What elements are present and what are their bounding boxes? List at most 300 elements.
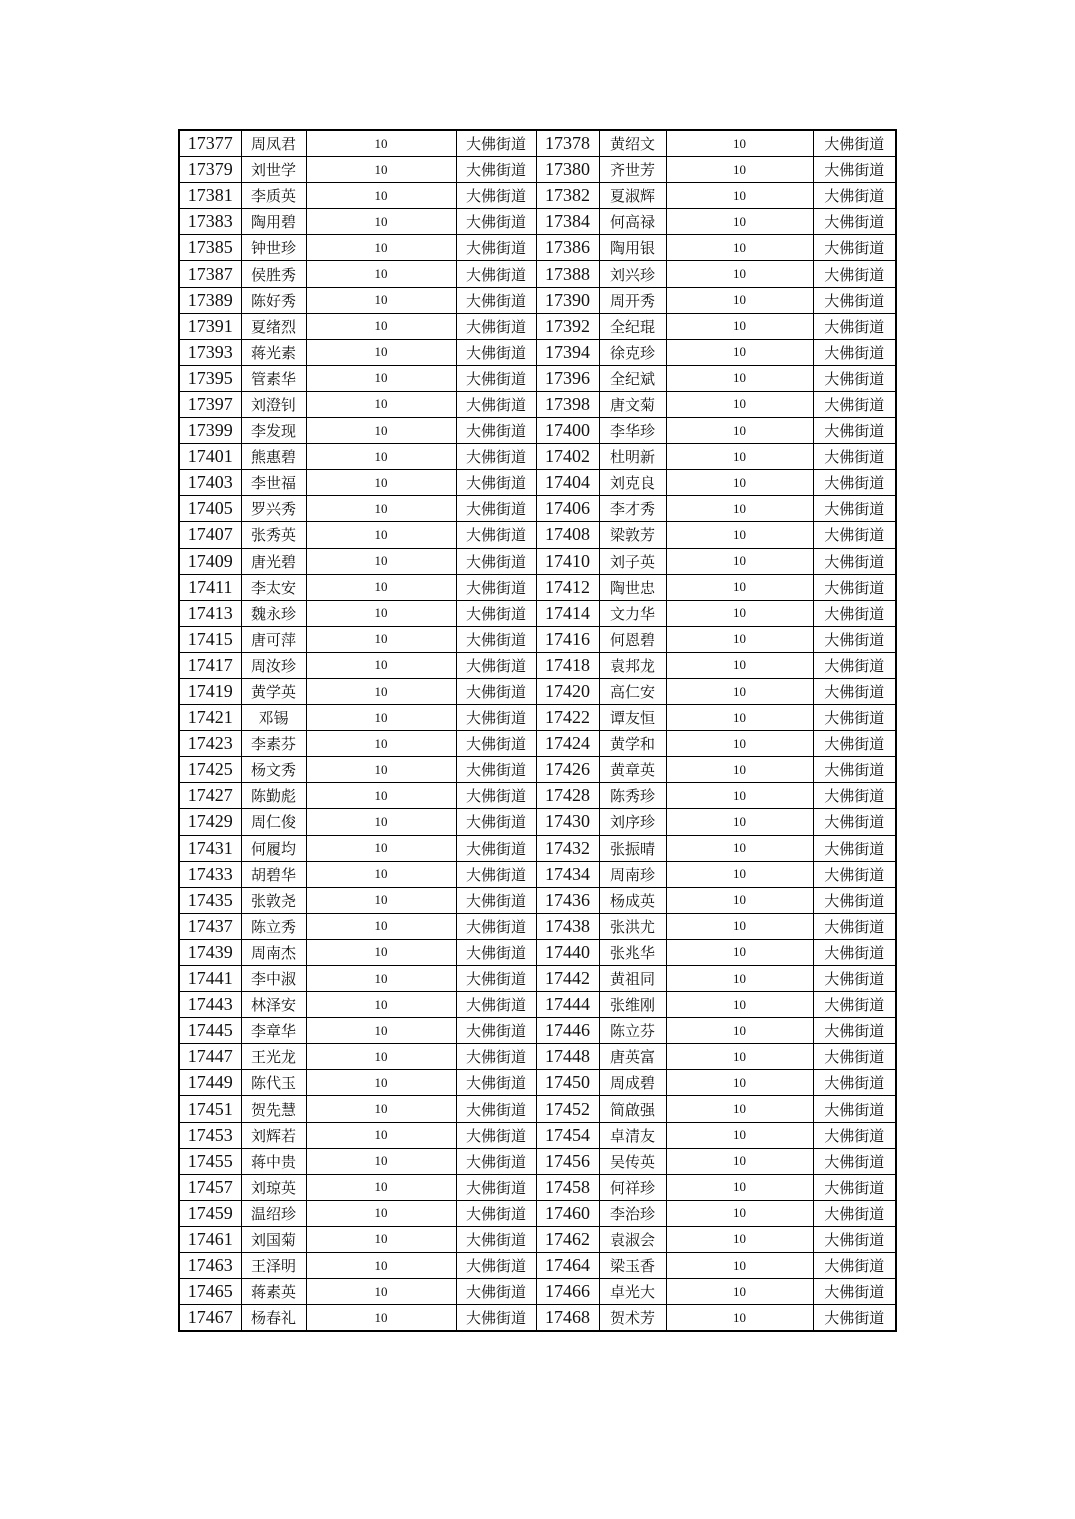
- table-row: [179, 339, 896, 365]
- record-id-cell: 17450: [536, 1070, 599, 1096]
- street-name-cell: 大佛街道: [456, 339, 536, 365]
- amount-cell: 10: [306, 1226, 456, 1252]
- person-name-cell: 刘子英: [599, 548, 666, 574]
- street-name-cell: 大佛街道: [813, 913, 896, 939]
- amount-cell: 10: [306, 574, 456, 600]
- street-name-cell: 大佛街道: [456, 678, 536, 704]
- street-name-cell: 大佛街道: [813, 1253, 896, 1279]
- person-name-cell: 黄学和: [599, 731, 666, 757]
- amount-cell: 10: [666, 913, 813, 939]
- table-row: [179, 835, 896, 861]
- person-name-cell: 陈立秀: [241, 913, 306, 939]
- record-id-cell: 17408: [536, 522, 599, 548]
- record-id-cell: 17461: [179, 1226, 241, 1252]
- street-name-cell: 大佛街道: [456, 705, 536, 731]
- record-id-cell: 17433: [179, 861, 241, 887]
- table-row: [179, 1253, 896, 1279]
- table-row: [179, 470, 896, 496]
- person-name-cell: 陈立芬: [599, 1018, 666, 1044]
- amount-cell: 10: [666, 339, 813, 365]
- street-name-cell: 大佛街道: [456, 496, 536, 522]
- person-name-cell: 周南珍: [599, 861, 666, 887]
- street-name-cell: 大佛街道: [813, 313, 896, 339]
- record-id-cell: 17432: [536, 835, 599, 861]
- street-name-cell: 大佛街道: [813, 652, 896, 678]
- amount-cell: 10: [306, 1253, 456, 1279]
- record-id-cell: 17387: [179, 261, 241, 287]
- amount-cell: 10: [306, 444, 456, 470]
- table-row: [179, 887, 896, 913]
- person-name-cell: 刘兴珍: [599, 261, 666, 287]
- person-name-cell: 贺先慧: [241, 1096, 306, 1122]
- amount-cell: 10: [306, 391, 456, 417]
- amount-cell: 10: [666, 600, 813, 626]
- record-id-cell: 17468: [536, 1305, 599, 1332]
- person-name-cell: 蒋光素: [241, 339, 306, 365]
- amount-cell: 10: [666, 1226, 813, 1252]
- person-name-cell: 周成碧: [599, 1070, 666, 1096]
- table-row: [179, 966, 896, 992]
- record-id-cell: 17400: [536, 418, 599, 444]
- roster-table: [178, 129, 897, 1332]
- street-name-cell: 大佛街道: [813, 1070, 896, 1096]
- amount-cell: 10: [306, 626, 456, 652]
- table-row: [179, 861, 896, 887]
- person-name-cell: 熊惠碧: [241, 444, 306, 470]
- street-name-cell: 大佛街道: [813, 548, 896, 574]
- person-name-cell: 刘克良: [599, 470, 666, 496]
- street-name-cell: 大佛街道: [813, 626, 896, 652]
- record-id-cell: 17447: [179, 1044, 241, 1070]
- table-row: [179, 261, 896, 287]
- person-name-cell: 何祥珍: [599, 1174, 666, 1200]
- amount-cell: 10: [666, 365, 813, 391]
- record-id-cell: 17455: [179, 1148, 241, 1174]
- street-name-cell: 大佛街道: [813, 835, 896, 861]
- person-name-cell: 张振晴: [599, 835, 666, 861]
- person-name-cell: 唐文菊: [599, 391, 666, 417]
- person-name-cell: 邓锡: [241, 705, 306, 731]
- amount-cell: 10: [306, 1174, 456, 1200]
- street-name-cell: 大佛街道: [813, 157, 896, 183]
- record-id-cell: 17411: [179, 574, 241, 600]
- record-id-cell: 17410: [536, 548, 599, 574]
- amount-cell: 10: [666, 209, 813, 235]
- person-name-cell: 简啟强: [599, 1096, 666, 1122]
- person-name-cell: 李世福: [241, 470, 306, 496]
- amount-cell: 10: [306, 652, 456, 678]
- street-name-cell: 大佛街道: [813, 1174, 896, 1200]
- street-name-cell: 大佛街道: [813, 966, 896, 992]
- record-id-cell: 17427: [179, 783, 241, 809]
- table-row: [179, 1122, 896, 1148]
- amount-cell: 10: [666, 444, 813, 470]
- street-name-cell: 大佛街道: [456, 835, 536, 861]
- amount-cell: 10: [306, 835, 456, 861]
- table-row: [179, 209, 896, 235]
- street-name-cell: 大佛街道: [456, 992, 536, 1018]
- street-name-cell: 大佛街道: [813, 287, 896, 313]
- street-name-cell: 大佛街道: [456, 209, 536, 235]
- person-name-cell: 魏永珍: [241, 600, 306, 626]
- amount-cell: 10: [666, 1148, 813, 1174]
- person-name-cell: 李发现: [241, 418, 306, 444]
- street-name-cell: 大佛街道: [813, 1200, 896, 1226]
- street-name-cell: 大佛街道: [456, 470, 536, 496]
- person-name-cell: 林泽安: [241, 992, 306, 1018]
- street-name-cell: 大佛街道: [456, 183, 536, 209]
- record-id-cell: 17449: [179, 1070, 241, 1096]
- record-id-cell: 17390: [536, 287, 599, 313]
- street-name-cell: 大佛街道: [456, 913, 536, 939]
- amount-cell: 10: [666, 1174, 813, 1200]
- amount-cell: 10: [666, 548, 813, 574]
- street-name-cell: 大佛街道: [456, 574, 536, 600]
- amount-cell: 10: [666, 1044, 813, 1070]
- amount-cell: 10: [666, 418, 813, 444]
- amount-cell: 10: [666, 574, 813, 600]
- table-row: [179, 1096, 896, 1122]
- person-name-cell: 蒋中贵: [241, 1148, 306, 1174]
- person-name-cell: 陈勤彪: [241, 783, 306, 809]
- record-id-cell: 17448: [536, 1044, 599, 1070]
- street-name-cell: 大佛街道: [456, 548, 536, 574]
- record-id-cell: 17428: [536, 783, 599, 809]
- street-name-cell: 大佛街道: [813, 1279, 896, 1305]
- street-name-cell: 大佛街道: [813, 470, 896, 496]
- street-name-cell: 大佛街道: [813, 939, 896, 965]
- street-name-cell: 大佛街道: [813, 1044, 896, 1070]
- street-name-cell: 大佛街道: [456, 1148, 536, 1174]
- amount-cell: 10: [666, 287, 813, 313]
- record-id-cell: 17464: [536, 1253, 599, 1279]
- record-id-cell: 17458: [536, 1174, 599, 1200]
- table-row: [179, 652, 896, 678]
- person-name-cell: 何恩碧: [599, 626, 666, 652]
- amount-cell: 10: [666, 887, 813, 913]
- street-name-cell: 大佛街道: [813, 757, 896, 783]
- table-row: [179, 705, 896, 731]
- street-name-cell: 大佛街道: [456, 157, 536, 183]
- table-row: [179, 391, 896, 417]
- street-name-cell: 大佛街道: [813, 1148, 896, 1174]
- person-name-cell: 温绍珍: [241, 1200, 306, 1226]
- person-name-cell: 李质英: [241, 183, 306, 209]
- person-name-cell: 夏绪烈: [241, 313, 306, 339]
- street-name-cell: 大佛街道: [813, 1305, 896, 1332]
- person-name-cell: 徐克珍: [599, 339, 666, 365]
- amount-cell: 10: [666, 835, 813, 861]
- amount-cell: 10: [306, 966, 456, 992]
- record-id-cell: 17444: [536, 992, 599, 1018]
- person-name-cell: 杨春礼: [241, 1305, 306, 1332]
- amount-cell: 10: [666, 130, 813, 157]
- person-name-cell: 刘国菊: [241, 1226, 306, 1252]
- amount-cell: 10: [666, 1070, 813, 1096]
- table-row: [179, 574, 896, 600]
- record-id-cell: 17382: [536, 183, 599, 209]
- record-id-cell: 17388: [536, 261, 599, 287]
- person-name-cell: 杨文秀: [241, 757, 306, 783]
- street-name-cell: 大佛街道: [456, 1200, 536, 1226]
- record-id-cell: 17391: [179, 313, 241, 339]
- amount-cell: 10: [306, 130, 456, 157]
- street-name-cell: 大佛街道: [813, 365, 896, 391]
- amount-cell: 10: [306, 1070, 456, 1096]
- street-name-cell: 大佛街道: [456, 626, 536, 652]
- street-name-cell: 大佛街道: [456, 444, 536, 470]
- amount-cell: 10: [306, 470, 456, 496]
- amount-cell: 10: [306, 209, 456, 235]
- street-name-cell: 大佛街道: [456, 1253, 536, 1279]
- record-id-cell: 17406: [536, 496, 599, 522]
- person-name-cell: 王泽明: [241, 1253, 306, 1279]
- record-id-cell: 17424: [536, 731, 599, 757]
- record-id-cell: 17404: [536, 470, 599, 496]
- amount-cell: 10: [666, 783, 813, 809]
- record-id-cell: 17446: [536, 1018, 599, 1044]
- street-name-cell: 大佛街道: [456, 130, 536, 157]
- table-row: [179, 548, 896, 574]
- record-id-cell: 17429: [179, 809, 241, 835]
- street-name-cell: 大佛街道: [813, 705, 896, 731]
- roster-table-body: [179, 130, 896, 1331]
- amount-cell: 10: [306, 313, 456, 339]
- amount-cell: 10: [306, 783, 456, 809]
- person-name-cell: 周开秀: [599, 287, 666, 313]
- table-row: [179, 157, 896, 183]
- amount-cell: 10: [306, 1148, 456, 1174]
- street-name-cell: 大佛街道: [456, 1226, 536, 1252]
- amount-cell: 10: [666, 731, 813, 757]
- record-id-cell: 17431: [179, 835, 241, 861]
- amount-cell: 10: [306, 1044, 456, 1070]
- person-name-cell: 文力华: [599, 600, 666, 626]
- person-name-cell: 杨成英: [599, 887, 666, 913]
- person-name-cell: 吴传英: [599, 1148, 666, 1174]
- table-row: [179, 522, 896, 548]
- street-name-cell: 大佛街道: [456, 261, 536, 287]
- record-id-cell: 17414: [536, 600, 599, 626]
- table-row: [179, 130, 896, 157]
- person-name-cell: 高仁安: [599, 678, 666, 704]
- amount-cell: 10: [666, 705, 813, 731]
- record-id-cell: 17377: [179, 130, 241, 157]
- amount-cell: 10: [306, 1122, 456, 1148]
- record-id-cell: 17434: [536, 861, 599, 887]
- person-name-cell: 黄绍文: [599, 130, 666, 157]
- street-name-cell: 大佛街道: [456, 1096, 536, 1122]
- street-name-cell: 大佛街道: [813, 574, 896, 600]
- amount-cell: 10: [306, 287, 456, 313]
- table-row: [179, 496, 896, 522]
- person-name-cell: 唐英富: [599, 1044, 666, 1070]
- street-name-cell: 大佛街道: [456, 391, 536, 417]
- amount-cell: 10: [666, 522, 813, 548]
- record-id-cell: 17393: [179, 339, 241, 365]
- amount-cell: 10: [306, 809, 456, 835]
- table-row: [179, 1018, 896, 1044]
- record-id-cell: 17415: [179, 626, 241, 652]
- street-name-cell: 大佛街道: [813, 522, 896, 548]
- person-name-cell: 张兆华: [599, 939, 666, 965]
- record-id-cell: 17467: [179, 1305, 241, 1332]
- person-name-cell: 何高禄: [599, 209, 666, 235]
- record-id-cell: 17402: [536, 444, 599, 470]
- table-row: [179, 731, 896, 757]
- street-name-cell: 大佛街道: [813, 235, 896, 261]
- amount-cell: 10: [666, 391, 813, 417]
- table-row: [179, 992, 896, 1018]
- table-row: [179, 939, 896, 965]
- person-name-cell: 周汝珍: [241, 652, 306, 678]
- amount-cell: 10: [666, 678, 813, 704]
- street-name-cell: 大佛街道: [813, 1122, 896, 1148]
- record-id-cell: 17378: [536, 130, 599, 157]
- amount-cell: 10: [306, 183, 456, 209]
- amount-cell: 10: [306, 992, 456, 1018]
- amount-cell: 10: [666, 1200, 813, 1226]
- person-name-cell: 梁敦芳: [599, 522, 666, 548]
- amount-cell: 10: [666, 1279, 813, 1305]
- street-name-cell: 大佛街道: [456, 809, 536, 835]
- person-name-cell: 周南杰: [241, 939, 306, 965]
- table-row: [179, 757, 896, 783]
- street-name-cell: 大佛街道: [456, 1279, 536, 1305]
- amount-cell: 10: [306, 339, 456, 365]
- person-name-cell: 刘琼英: [241, 1174, 306, 1200]
- record-id-cell: 17445: [179, 1018, 241, 1044]
- person-name-cell: 胡碧华: [241, 861, 306, 887]
- person-name-cell: 刘辉若: [241, 1122, 306, 1148]
- record-id-cell: 17412: [536, 574, 599, 600]
- record-id-cell: 17423: [179, 731, 241, 757]
- person-name-cell: 何履均: [241, 835, 306, 861]
- amount-cell: 10: [306, 522, 456, 548]
- person-name-cell: 李章华: [241, 1018, 306, 1044]
- street-name-cell: 大佛街道: [456, 313, 536, 339]
- street-name-cell: 大佛街道: [813, 130, 896, 157]
- record-id-cell: 17465: [179, 1279, 241, 1305]
- record-id-cell: 17422: [536, 705, 599, 731]
- street-name-cell: 大佛街道: [813, 861, 896, 887]
- amount-cell: 10: [666, 992, 813, 1018]
- amount-cell: 10: [306, 1200, 456, 1226]
- table-row: [179, 1174, 896, 1200]
- record-id-cell: 17395: [179, 365, 241, 391]
- amount-cell: 10: [666, 1305, 813, 1332]
- person-name-cell: 贺术芳: [599, 1305, 666, 1332]
- person-name-cell: 全纪斌: [599, 365, 666, 391]
- amount-cell: 10: [666, 183, 813, 209]
- amount-cell: 10: [666, 496, 813, 522]
- street-name-cell: 大佛街道: [456, 365, 536, 391]
- street-name-cell: 大佛街道: [813, 887, 896, 913]
- street-name-cell: 大佛街道: [456, 1018, 536, 1044]
- street-name-cell: 大佛街道: [456, 783, 536, 809]
- street-name-cell: 大佛街道: [813, 391, 896, 417]
- table-row: [179, 1279, 896, 1305]
- street-name-cell: 大佛街道: [813, 678, 896, 704]
- person-name-cell: 全纪琨: [599, 313, 666, 339]
- street-name-cell: 大佛街道: [813, 783, 896, 809]
- record-id-cell: 17399: [179, 418, 241, 444]
- amount-cell: 10: [666, 757, 813, 783]
- table-row: [179, 235, 896, 261]
- person-name-cell: 齐世芳: [599, 157, 666, 183]
- table-row: [179, 1305, 896, 1332]
- street-name-cell: 大佛街道: [813, 1018, 896, 1044]
- record-id-cell: 17380: [536, 157, 599, 183]
- table-row: [179, 1070, 896, 1096]
- amount-cell: 10: [666, 1018, 813, 1044]
- amount-cell: 10: [306, 261, 456, 287]
- street-name-cell: 大佛街道: [456, 757, 536, 783]
- record-id-cell: 17413: [179, 600, 241, 626]
- person-name-cell: 侯胜秀: [241, 261, 306, 287]
- amount-cell: 10: [306, 678, 456, 704]
- record-id-cell: 17397: [179, 391, 241, 417]
- street-name-cell: 大佛街道: [456, 652, 536, 678]
- record-id-cell: 17385: [179, 235, 241, 261]
- street-name-cell: 大佛街道: [456, 600, 536, 626]
- table-row: [179, 1226, 896, 1252]
- amount-cell: 10: [306, 705, 456, 731]
- record-id-cell: 17439: [179, 939, 241, 965]
- person-name-cell: 李太安: [241, 574, 306, 600]
- street-name-cell: 大佛街道: [813, 339, 896, 365]
- street-name-cell: 大佛街道: [813, 1096, 896, 1122]
- person-name-cell: 李素芬: [241, 731, 306, 757]
- amount-cell: 10: [666, 966, 813, 992]
- person-name-cell: 李中淑: [241, 966, 306, 992]
- amount-cell: 10: [666, 626, 813, 652]
- person-name-cell: 周仁俊: [241, 809, 306, 835]
- person-name-cell: 黄章英: [599, 757, 666, 783]
- amount-cell: 10: [666, 652, 813, 678]
- street-name-cell: 大佛街道: [456, 1174, 536, 1200]
- person-name-cell: 袁淑会: [599, 1226, 666, 1252]
- amount-cell: 10: [306, 861, 456, 887]
- record-id-cell: 17419: [179, 678, 241, 704]
- record-id-cell: 17436: [536, 887, 599, 913]
- street-name-cell: 大佛街道: [456, 966, 536, 992]
- table-row: [179, 626, 896, 652]
- record-id-cell: 17383: [179, 209, 241, 235]
- person-name-cell: 夏淑辉: [599, 183, 666, 209]
- table-row: [179, 313, 896, 339]
- record-id-cell: 17401: [179, 444, 241, 470]
- record-id-cell: 17430: [536, 809, 599, 835]
- street-name-cell: 大佛街道: [456, 287, 536, 313]
- amount-cell: 10: [666, 1253, 813, 1279]
- street-name-cell: 大佛街道: [813, 496, 896, 522]
- table-row: [179, 287, 896, 313]
- record-id-cell: 17421: [179, 705, 241, 731]
- record-id-cell: 17457: [179, 1174, 241, 1200]
- person-name-cell: 钟世珍: [241, 235, 306, 261]
- person-name-cell: 卓清友: [599, 1122, 666, 1148]
- street-name-cell: 大佛街道: [813, 444, 896, 470]
- record-id-cell: 17440: [536, 939, 599, 965]
- record-id-cell: 17418: [536, 652, 599, 678]
- amount-cell: 10: [666, 235, 813, 261]
- street-name-cell: 大佛街道: [813, 600, 896, 626]
- person-name-cell: 李治珍: [599, 1200, 666, 1226]
- street-name-cell: 大佛街道: [813, 809, 896, 835]
- record-id-cell: 17453: [179, 1122, 241, 1148]
- person-name-cell: 罗兴秀: [241, 496, 306, 522]
